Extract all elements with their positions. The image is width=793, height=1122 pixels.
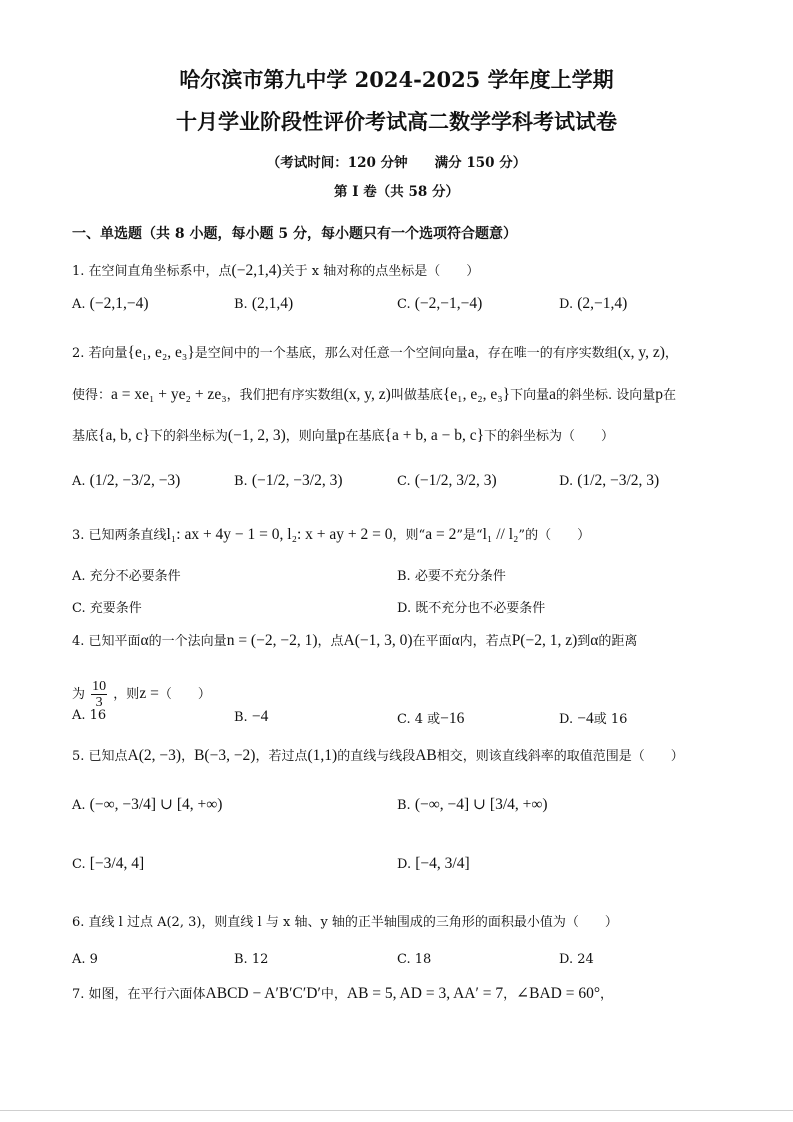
q5-stem-b: ， xyxy=(181,749,195,764)
q7-stem xyxy=(72,983,613,1003)
q2-a-value: (1/2, −3/2, −3) xyxy=(89,472,181,489)
q7-stem-a: 7. 如图，在平行六面体 xyxy=(72,987,206,1002)
q7-angle: ∠BAD = 60° xyxy=(516,985,601,1002)
section-heading: 一、单选题（共 8 小题，每小题 5 分，每小题只有一个选项符合题意） xyxy=(72,226,517,242)
q2-l1-b: 是空间中的一个基底，那么对任意一个空间向量 xyxy=(194,346,468,361)
q4-stem-f: 到 xyxy=(577,634,591,649)
q1-c-value: (−2,−1,−4) xyxy=(414,295,483,312)
q2-c-value: (−1/2, 3/2, 3) xyxy=(414,472,497,489)
q2-a-label: A. xyxy=(72,474,86,489)
q2-l3-b: 下的斜坐标为 xyxy=(149,429,228,444)
q1-d-value: (2,−1,4) xyxy=(577,295,628,312)
q2-expr: a = xe₁ + ye₂ + ze₃ xyxy=(111,386,227,403)
q4-normal: n = (−2, −2, 1) xyxy=(226,632,318,649)
q4-frac-num: 10 xyxy=(92,679,107,694)
q5-point-a: A(2, −3) xyxy=(127,747,182,764)
q2-l3-e: 下的斜坐标为（ ） xyxy=(484,429,615,444)
q3-parallel: l₁ // l₂ xyxy=(482,526,519,543)
exam-info: （考试时间：120 分钟 满分 150 分） xyxy=(266,155,527,171)
q2-l2-f: 在 xyxy=(663,388,677,403)
q3-lines: l₁: ax + 4y − 1 = 0, l₂: x + ay + 2 = 0 xyxy=(166,526,393,543)
q5-d-value: [−4, 3/4] xyxy=(415,855,470,872)
q5-point-11: (1,1) xyxy=(307,747,338,764)
q4-c-value: −16 xyxy=(440,710,465,727)
q2-l2-e: 的斜坐标. 设向量 xyxy=(555,388,656,403)
q5-stem-c: ，若过点 xyxy=(255,749,308,764)
q4-point-p: P(−2, 1, z) xyxy=(511,632,578,649)
q2-l1-a: 2. 若向量 xyxy=(72,346,128,361)
q2-l3-c: ，则向量 xyxy=(285,429,338,444)
q1-option-d xyxy=(559,295,627,313)
question-1-stem xyxy=(72,260,479,280)
q2-basis1: {e₁, e₂, e₃} xyxy=(127,344,195,361)
q7-stem-b: 中， xyxy=(320,987,347,1002)
q2-l2-b: ，我们把有序实数组 xyxy=(226,388,344,403)
q2-vec-a: a xyxy=(467,344,475,361)
q2-vec-p2: p xyxy=(337,427,346,444)
q1-option-a xyxy=(72,295,148,313)
q6-option-c: C. 18 xyxy=(397,952,432,967)
q2-line3 xyxy=(72,425,614,445)
q5-option-d xyxy=(397,855,470,873)
q4-stem-g: 的距离 xyxy=(598,634,638,649)
q2-l1-c: ，存在唯一的有序实数组 xyxy=(474,346,618,361)
q2-l2-d: 下向量 xyxy=(510,388,550,403)
q5-a-value: (−∞, −3/4] ∪ [4, +∞) xyxy=(89,796,223,813)
q4-stem-b: 的一个法向量 xyxy=(148,634,227,649)
q4-l2-c: （ ） xyxy=(158,687,211,702)
q5-stem-a: 5. 已知点 xyxy=(72,749,128,764)
q4-b-value: −4 xyxy=(251,708,269,725)
q1-point: (−2,1,4) xyxy=(231,262,282,279)
q5-a-label: A. xyxy=(72,798,86,813)
q1-stem-b: 关于 x 轴对称的点坐标是（ ） xyxy=(281,264,480,279)
q2-line2 xyxy=(72,384,676,404)
q2-d-value: (1/2, −3/2, 3) xyxy=(577,472,660,489)
q4-option-c xyxy=(397,708,464,728)
q4-l2-b: ，则 xyxy=(113,687,140,702)
q5-point-b: B(−3, −2) xyxy=(194,747,256,764)
q2-basis3: {a, b, c} xyxy=(98,427,150,444)
q2-l2-c: 叫做基底 xyxy=(390,388,443,403)
q4-stem-e: 内，若点 xyxy=(459,634,512,649)
q4-z-eq: z = xyxy=(139,685,159,702)
q2-option-b xyxy=(234,472,343,490)
q4-alpha: α xyxy=(140,632,149,649)
q1-option-b xyxy=(234,295,293,313)
q4-frac-den: 3 xyxy=(95,695,103,710)
q2-l3-a: 基底 xyxy=(72,429,99,444)
q1-c-label: C. xyxy=(397,297,411,312)
q4-stem-a: 4. 已知平面 xyxy=(72,634,141,649)
q3-cond: a = 2 xyxy=(425,526,457,543)
q3-option-c: C. 充要条件 xyxy=(72,601,142,616)
q4-line1 xyxy=(72,630,637,650)
q3-stem xyxy=(72,524,590,544)
q4-line2 xyxy=(72,679,211,710)
q3-stem-a: 3. 已知两条直线 xyxy=(72,528,167,543)
q2-vec-a2: a xyxy=(549,386,556,403)
q2-d-label: D. xyxy=(559,474,574,489)
q5-option-c xyxy=(72,855,144,873)
q5-stem-e: 相交，则该直线斜率的取值范围是（ ） xyxy=(436,749,684,764)
q2-line1 xyxy=(72,342,678,362)
q4-d-tail: 或 16 xyxy=(593,712,628,727)
page-bottom-divider xyxy=(0,1110,793,1111)
q1-option-c xyxy=(397,295,482,313)
q4-alpha3: α xyxy=(590,632,599,649)
q5-stem xyxy=(72,745,684,765)
q2-option-c xyxy=(397,472,497,490)
q4-l2-a: 为 xyxy=(72,687,86,702)
q2-option-d xyxy=(559,472,659,490)
q6-option-d: D. 24 xyxy=(559,952,594,967)
q1-d-label: D. xyxy=(559,297,574,312)
q1-b-label: B. xyxy=(234,297,248,312)
q4-d-value: −4 xyxy=(577,710,594,727)
q7-stem-d: ， xyxy=(600,987,614,1002)
q3-stem-b: ，则“ xyxy=(392,528,426,543)
q4-fraction xyxy=(91,679,107,710)
q5-d-label: D. xyxy=(397,857,412,872)
q4-option-b xyxy=(234,708,268,726)
q4-c-label: C. 4 或 xyxy=(397,712,441,727)
q5-stem-d: 的直线与线段 xyxy=(337,749,416,764)
q5-b-value: (−∞, −4] ∪ [3/4, +∞) xyxy=(414,796,548,813)
q2-b-value: (−1/2, −3/2, 3) xyxy=(251,472,343,489)
q2-l1-d: ， xyxy=(664,346,678,361)
q6-option-b: B. 12 xyxy=(234,952,269,967)
q4-point-a: A(−1, 3, 0) xyxy=(343,632,413,649)
q3-option-d: D. 既不充分也不必要条件 xyxy=(397,601,546,616)
q2-vec-p: p xyxy=(655,386,663,403)
q5-segment: AB xyxy=(415,747,437,764)
q5-option-b xyxy=(397,795,548,814)
q3-option-b: B. 必要不充分条件 xyxy=(397,569,506,584)
q3-option-a: A. 充分不必要条件 xyxy=(72,569,181,584)
q1-a-label: A. xyxy=(72,297,86,312)
q4-stem-d: 在平面 xyxy=(412,634,452,649)
q5-option-a xyxy=(72,795,222,814)
q4-alpha2: α xyxy=(451,632,460,649)
q3-stem-d: ”的（ ） xyxy=(518,528,591,543)
q5-b-label: B. xyxy=(397,798,411,813)
q6-option-a: A. 9 xyxy=(72,952,98,967)
q6-stem: 6. 直线 l 过点 A(2, 3)，则直线 l 与 x 轴、y 轴的正半轴围成的三角形的面积最小值为（ ） xyxy=(72,915,618,930)
q4-b-label: B. xyxy=(234,710,248,725)
exam-title-line2: 十月学业阶段性评价考试高二数学学科考试试卷 xyxy=(176,109,617,134)
q4-option-d xyxy=(559,708,627,728)
q4-stem-c: ，点 xyxy=(317,634,344,649)
q2-triple: (x, y, z) xyxy=(617,344,665,361)
q3-stem-c: ”是“ xyxy=(456,528,483,543)
q2-basis2: {e₁, e₂, e₃} xyxy=(442,386,511,403)
q2-l2-a: 使得： xyxy=(72,388,112,403)
q1-a-value: (−2,1,−4) xyxy=(89,295,149,312)
q2-option-a xyxy=(72,472,180,490)
q1-stem-a: 1. 在空间直角坐标系中，点 xyxy=(72,264,232,279)
q2-b-label: B. xyxy=(234,474,248,489)
q2-basis4: {a + b, a − b, c} xyxy=(384,427,485,444)
q2-triple2: (x, y, z) xyxy=(343,386,391,403)
q4-option-a: A. 16 xyxy=(72,708,107,723)
q1-b-value: (2,1,4) xyxy=(251,295,294,312)
q7-solid: ABCD − A′B′C′D′ xyxy=(205,985,321,1002)
q5-c-value: [−3/4, 4] xyxy=(89,855,145,872)
volume-label: 第 I 卷（共 58 分） xyxy=(334,184,459,200)
q5-c-label: C. xyxy=(72,857,86,872)
q7-stem-c: ， xyxy=(503,987,517,1002)
q4-d-label: D. xyxy=(559,712,574,727)
q2-c-label: C. xyxy=(397,474,411,489)
q2-l3-d: 在基底 xyxy=(345,429,385,444)
exam-title-line1: 哈尔滨市第九中学 2024-2025 学年度上学期 xyxy=(179,67,614,92)
q2-coord: (−1, 2, 3) xyxy=(227,427,286,444)
q7-lengths: AB = 5, AD = 3, AA′ = 7 xyxy=(346,985,504,1002)
